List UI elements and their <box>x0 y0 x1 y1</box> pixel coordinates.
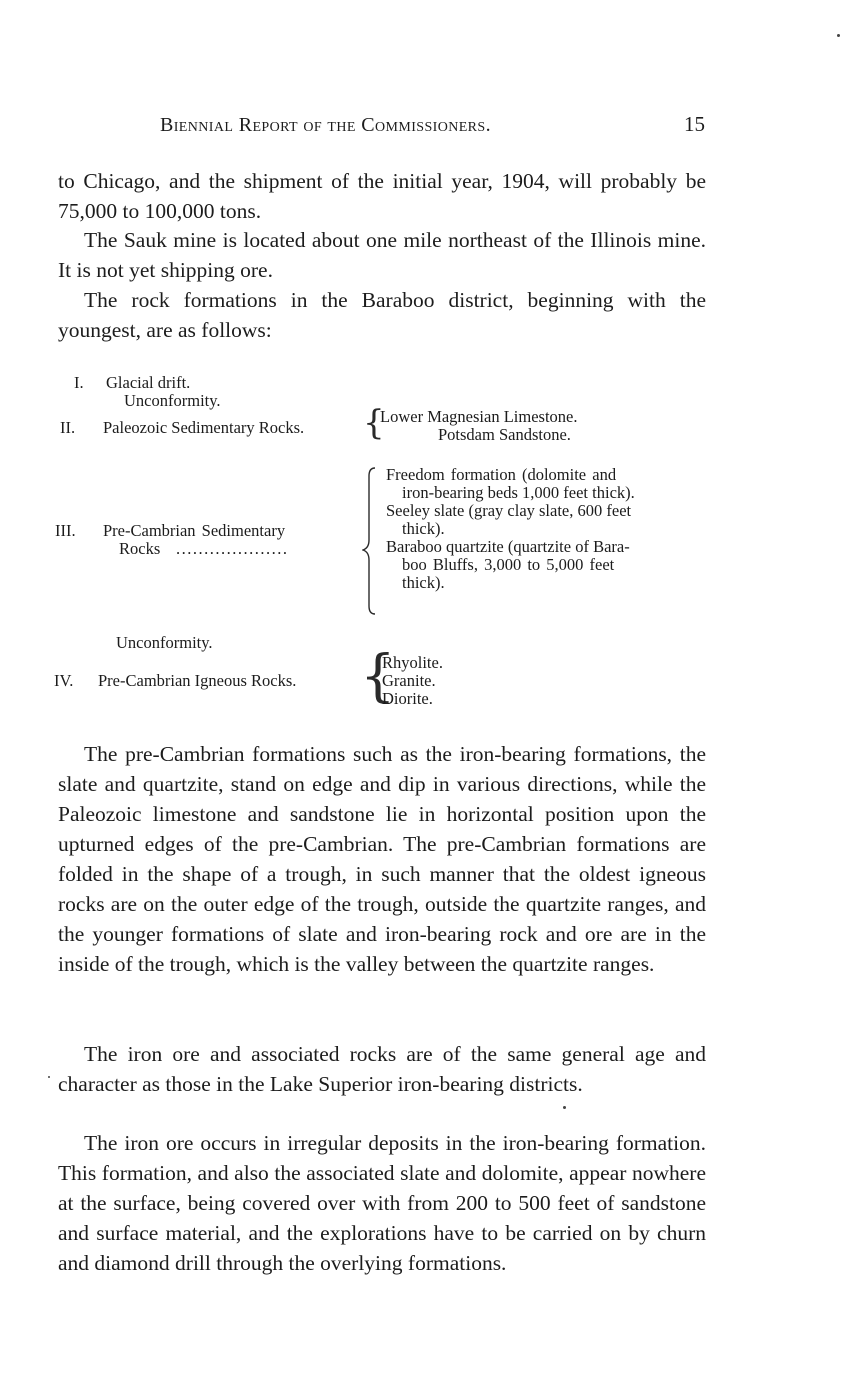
paragraph-rock-formations-intro: The rock formations in the Baraboo district, beginning with the youngest, are as follows: <box>58 288 706 342</box>
formation-iv-member: Rhyolite. <box>382 653 443 672</box>
paragraph-iron-ore-age: The iron ore and associated rocks are of the same general age and character as those in the Lake Superior iron-bearing districts. <box>58 1042 706 1096</box>
formation-iii-name: Pre-Cambrian Sedimentary <box>103 521 286 540</box>
unconformity-label: Unconformity. <box>124 391 221 410</box>
formation-iii-name: Rocks <box>119 539 161 558</box>
paragraph-iron-ore-deposits: The iron ore occurs in irregular deposits in the iron-bearing formation. This formation, and also the associated slate and dolomite, appear nowhere at the surface, being covered over with from 200 to 500 feet of sandstone and surface material, and the explorations have to be carried on by churn and diamond drill through the overlying formations. <box>58 1131 706 1275</box>
paper-speck <box>563 1106 566 1109</box>
formation-iv-member: Granite. <box>382 671 436 690</box>
paragraph-trough-structure: The pre-Cambrian formations such as the iron-bearing formations, the slate and quartzite, stand on edge and dip in various directions, while the Paleozoic limestone and sandstone lie in horizontal position upon the upturned edges of the pre-Cambrian. The pre-Cambrian formations are folded in the shape of a trough, in such manner that the oldest igneous rocks are on the outer edge of the trough, outside the quartzite ranges, and the younger formations of slate and iron-bearing rock and ore are in the inside of the trough, which is the valley between the quartzite ranges. <box>58 742 706 976</box>
dot-leader: .................... <box>176 539 289 558</box>
formation-ii-numeral: II. <box>60 418 76 437</box>
paper-speck <box>48 1076 50 1078</box>
formation-iv-numeral: IV. <box>54 671 74 690</box>
formation-iii-member: thick). <box>402 573 445 592</box>
formation-iii-member: Freedom formation (dolomite and <box>386 465 617 484</box>
formation-ii-member: Lower Magnesian Limestone. <box>380 407 578 426</box>
formation-iii-numeral: III. <box>55 521 76 540</box>
brace-iv: { <box>360 644 396 709</box>
formation-iii-member: thick). <box>402 519 445 538</box>
formation-i-name: Glacial drift. <box>106 373 191 392</box>
unconformity-label: Unconformity. <box>116 633 213 652</box>
formation-ii-member: Potsdam Sandstone. <box>438 425 571 444</box>
formation-iv-member: Diorite. <box>382 689 433 708</box>
paper-speck <box>837 34 840 37</box>
formation-iii-member: Seeley slate (gray clay slate, 600 feet <box>386 501 632 520</box>
formation-iii-member: iron-bearing beds 1,000 feet thick). <box>402 483 635 502</box>
running-head-title: Biennial Report of the Commissioners. <box>160 114 491 136</box>
brace-ii: { <box>363 403 385 443</box>
brace-iii <box>362 466 378 616</box>
paragraph-sauk-mine: The Sauk mine is located about one mile northeast of the Illinois mine. It is not yet shipping ore. <box>58 228 706 282</box>
formation-ii-name: Paleozoic Sedimentary Rocks. <box>103 418 305 437</box>
formation-iii-member: Baraboo quartzite (quartzite of Bara- <box>386 537 630 556</box>
page-number: 15 <box>684 112 705 136</box>
formation-iii-member: boo Bluffs, 3,000 to 5,000 feet <box>402 555 615 574</box>
formation-iv-name: Pre-Cambrian Igneous Rocks. <box>98 671 297 690</box>
paragraph-shipment: to Chicago, and the shipment of the initial year, 1904, will probably be 75,000 to 100,000 tons. <box>58 169 706 223</box>
formation-i-numeral: I. <box>74 373 84 392</box>
